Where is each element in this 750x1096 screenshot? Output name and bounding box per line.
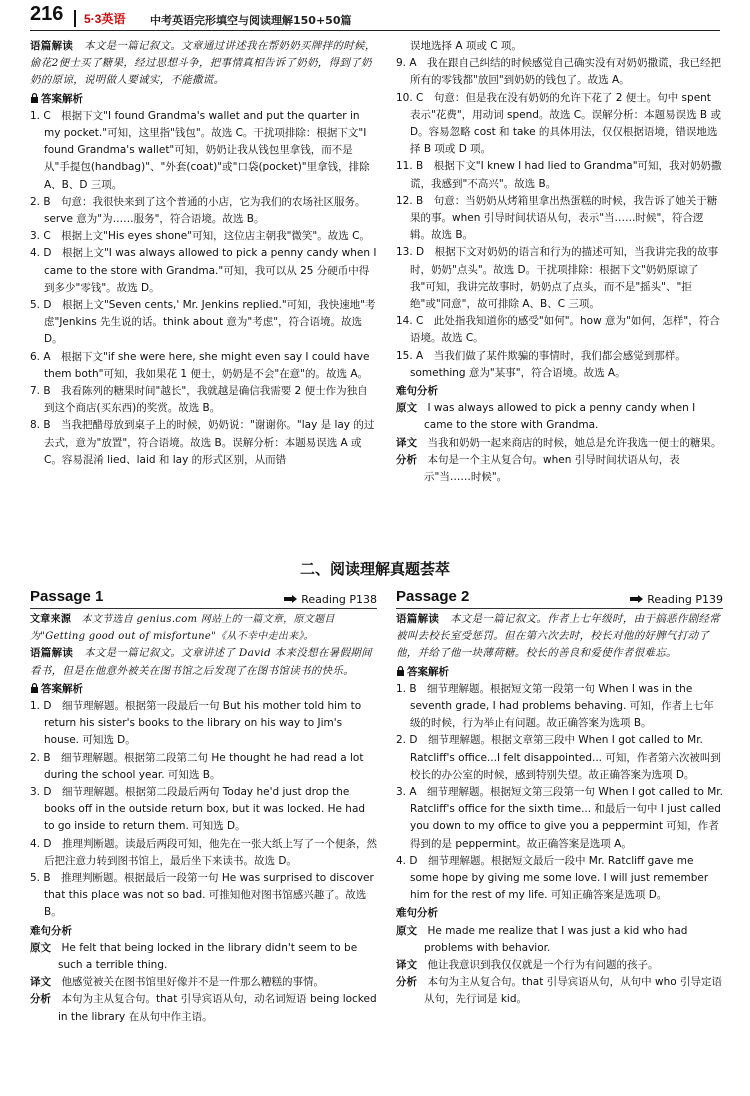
list-item: 2. D 细节理解题。根据文章第三段中 When I got called to Mr. Ratcliff's office...I felt disappointed... 可知，作者第六次被叫到校长的办公室的时候，感到特别失望。故正确答案为选项 D。 bbox=[396, 734, 721, 781]
passage2-column bbox=[396, 588, 723, 1009]
cloze-intro: 语篇解读 本文是一篇记叙文。文章通过讲述我在帮奶奶买牌拌的时候，偷花2便士买了糖果，经过思想斗争，把事情真相告诉了奶奶，得到了奶奶的原谅，说明做人要诚实，不能撒谎。 bbox=[30, 40, 376, 87]
passage2-intro: 语篇解读 本文是一篇记叙文。作者上七年级时，由于搞恶作剧经常被叫去校长室受惩罚。但在第六次去时，校长对他的好脾气打动了他，并给了他一块薄荷糖。校长的善良和爱使作者很难忘。 bbox=[396, 613, 721, 660]
analysis: 分析 本句是一个主从复合句。when 引导时间状语从句，表示"当……时候"。 bbox=[396, 453, 680, 484]
list-item: 10. C 句意：但是我在没有奶奶的允许下花了 2 便士。句中 spent 表示"花费"，用动词 spend。故选 C。误解分析：本题易误选 B 或 D。容易忽略 cost 和 take 的具体用法，仅仅根据语境，错误地选择 B 项或 D 项。 bbox=[396, 91, 721, 156]
list-item: 6. A 根据下文"if she were here, she might even say I could have them both"可知，我如果花 1 便士，奶奶是不会"在意"的。故选 A。 bbox=[30, 350, 370, 380]
lock-icon bbox=[396, 666, 405, 676]
list-item: 9. A 我在跟自己纠结的时候感觉自己确实没有对奶奶撒谎，我已经把所有的零钱都"放回"到奶奶的钱包了。故选 A。 bbox=[396, 57, 722, 87]
passage1-title: Passage 1 bbox=[30, 588, 104, 605]
difficult-heading: 难句分析 bbox=[396, 907, 438, 920]
list-item: 2. B 细节理解题。根据第二段第二句 He thought he had read a lot during the school year. 可知选 B。 bbox=[30, 751, 364, 781]
difficult-heading: 难句分析 bbox=[30, 924, 72, 937]
list-item: 11. B 根据下文"I knew I had lied to Grandma"可知，我对奶奶撒谎，我感到"不高兴"。故选 B。 bbox=[396, 160, 722, 190]
lock-icon bbox=[30, 93, 39, 103]
list-item: 1. B 细节理解题。根据短文第一段第一句 When I was in the seventh grade, I had problems behaving. 可知，作者上七年级的时候，行为举止有问题。故正确答案为选项 B。 bbox=[396, 682, 714, 730]
original-sentence: 原文 He felt that being locked in the library didn't seem to be such a terrible thing. bbox=[30, 941, 358, 972]
original-sentence: 原文 I was always allowed to pick a penny candy when I came to the store with Grandma. bbox=[396, 402, 696, 432]
passage1-column bbox=[30, 588, 377, 1026]
list-item: 15. A 当我们做了某件欺骗的事情时，我们都会感觉到那样。something 意为"某事"，符合语境。故选 A。 bbox=[396, 349, 686, 379]
pointing-hand-icon bbox=[284, 594, 297, 604]
list-item: 1. C 根据下文"I found Grandma's wallet and put the quarter in my pocket."可知，这里指"钱包"。故选 C。干扰项排除：根据下文"I found Grandma's wallet"可知，奶奶让我从钱包里拿钱，而不是从"手提包(handbag)"、"外套(coat)"或"口袋(pocket)"里拿钱，排除 A、B、D 三项。 bbox=[30, 109, 370, 191]
analysis: 分析 本句为主从复合句。that 引导宾语从句，从句中 who 引导定语从句，先行词是 kid。 bbox=[396, 976, 723, 1006]
brand-logo: 5·3英语 bbox=[84, 12, 126, 26]
list-item: 5. D 根据上文"Seven cents,' Mr. Jenkins replied."可知，我快速地"考虑"Jenkins 先生说的话。think about 意为"考虑"，符合语境。故选 D。 bbox=[30, 299, 376, 346]
cloze-left-column bbox=[30, 38, 377, 469]
header-divider bbox=[74, 10, 76, 27]
passage2-ref: Reading P139 bbox=[630, 591, 723, 608]
translation: 译文 当我和奶奶一起来商店的时候，她总是允许我选一便士的糖果。 bbox=[396, 436, 722, 449]
list-item: 误地选择 A 项或 C 项。 bbox=[410, 40, 522, 52]
page-number: 216 bbox=[30, 3, 64, 25]
page-header bbox=[30, 3, 720, 31]
original-sentence: 原文 He made me realize that I was just a kid who had problems with behavior. bbox=[396, 924, 688, 954]
list-item: 3. D 细节理解题。根据第二段最后两句 Today he'd just drop the books off in the outside return box, but it was locked. He had to go inside to return them. 可知选 D。 bbox=[30, 786, 366, 833]
passage2-title: Passage 2 bbox=[396, 588, 470, 605]
list-item: 13. D 根据下文对奶奶的语言和行为的描述可知，当我讲完我的故事时，奶奶"点头"。故选 D。干扰项排除：根据下文"奶奶原谅了我"可知，我讲完故事时，奶奶点了点头，而不是"摇头"、"拒绝"或"同意"，故可排除 A、B、C 三项。 bbox=[396, 246, 719, 311]
passage1-source: 文章来源 本文节选自 genius.com 网站上的一篇文章，原文题目为"Getting good out of misfortune"《从不幸中走出来》。 bbox=[30, 614, 335, 643]
passage1-title-bar bbox=[30, 588, 377, 609]
list-item: 5. B 推理判断题。根据最后一段第一句 He was surprised to discover that this place was not so bad. 可推知他对图书馆感兴趣了。故选 B。 bbox=[30, 872, 374, 919]
list-item: 3. A 细节理解题。根据短文第三段第一句 When I got called to Mr. Ratcliff's office for the sixth time... 和最后一句中 I just called you down to my office to give you a peppermint 可知，作者得到的是 peppermint。故正确答案是选项 A。 bbox=[396, 786, 723, 850]
answer-heading: 答案解析 bbox=[396, 664, 723, 681]
difficult-heading: 难句分析 bbox=[396, 385, 438, 398]
list-item: 2. B 句意：我很快来到了这个普通的小店，它为我们的农场社区服务。serve 意为"为……服务"，符合语境。故选 B。 bbox=[30, 195, 366, 226]
list-item: 3. C 根据上文"His eyes shone"可知，这位店主朝我"微笑"。故选 C。 bbox=[30, 230, 370, 243]
lock-icon bbox=[30, 683, 39, 693]
passage1-ref: Reading P138 bbox=[284, 591, 377, 608]
passage1-intro: 语篇解读 本文是一篇记叙文。文章讲述了 David 本来没想在暑假期间看书，但是在他意外被关在图书馆之后发现了在图书馆读书的快乐。 bbox=[30, 647, 372, 677]
translation: 译文 他感觉被关在图书馆里好像并不是一件那么糟糕的事情。 bbox=[30, 976, 324, 989]
cloze-right-column bbox=[396, 38, 723, 486]
list-item: 14. C 此处指我知道你的感受"如何"。how 意为"如何，怎样"，符合语境。故选 C。 bbox=[396, 315, 720, 345]
passage2-title-bar bbox=[396, 588, 723, 609]
section-title: 二、阅读理解真题荟萃 bbox=[299, 560, 450, 578]
book-title: 中考英语完形填空与阅读理解150+50篇 bbox=[150, 14, 352, 27]
list-item: 4. D 推理判断题。读最后两段可知，他先在一张大纸上写了一个便条，然后把注意力转到图书馆上，最后坐下来读书。故选 D。 bbox=[30, 837, 377, 867]
answer-heading: 答案解析 bbox=[30, 91, 377, 108]
list-item: 4. D 根据上文"I was always allowed to pick a penny candy when I came to the store with Grandma."可知，我可以从 25 分硬币中得到多少"零钱"。故选 D。 bbox=[30, 247, 377, 294]
list-item: 4. D 细节理解题。根据短文最后一段中 Mr. Ratcliff gave me some hope by giving me some love. I will just remember him for the rest of my life. 可知正确答案是选项 D。 bbox=[396, 854, 709, 902]
list-item: 1. D 细节理解题。根据第一段最后一句 But his mother told him to return his sister's books to the library on his way to Jim's house. 可知选 D。 bbox=[30, 700, 362, 747]
list-item: 12. B 句意：当奶奶从烤箱里拿出热蛋糕的时候，我告诉了她关于糖果的事。when 引导时间状语从句，表示"当……时候"，符合逻辑。故选 B。 bbox=[396, 194, 718, 242]
translation: 译文 他让我意识到我仅仅就是一个行为有问题的孩子。 bbox=[396, 959, 659, 972]
list-item: 7. B 我看陈列的糖果时间"越长"，我就越是确信我需要 2 便士作为独自到这个商店(买东西)的奖赏。故选 B。 bbox=[30, 385, 368, 415]
answer-heading: 答案解析 bbox=[30, 681, 377, 698]
pointing-hand-icon bbox=[630, 594, 643, 604]
analysis: 分析 本句为主从复合句。that 引导宾语从句，动名词短语 being locked in the library 在从句中作主语。 bbox=[30, 993, 377, 1023]
list-item: 8. B 当我把醋母放到桌子上的时候，奶奶说："谢谢你。"lay 是 lay 的过去式，意为"放置"，符合语境。故选 B。误解分析：本题易误选 A 或 C。容易混淆 lied、laid 和 lay 的形式区别，从而错 bbox=[30, 419, 375, 466]
